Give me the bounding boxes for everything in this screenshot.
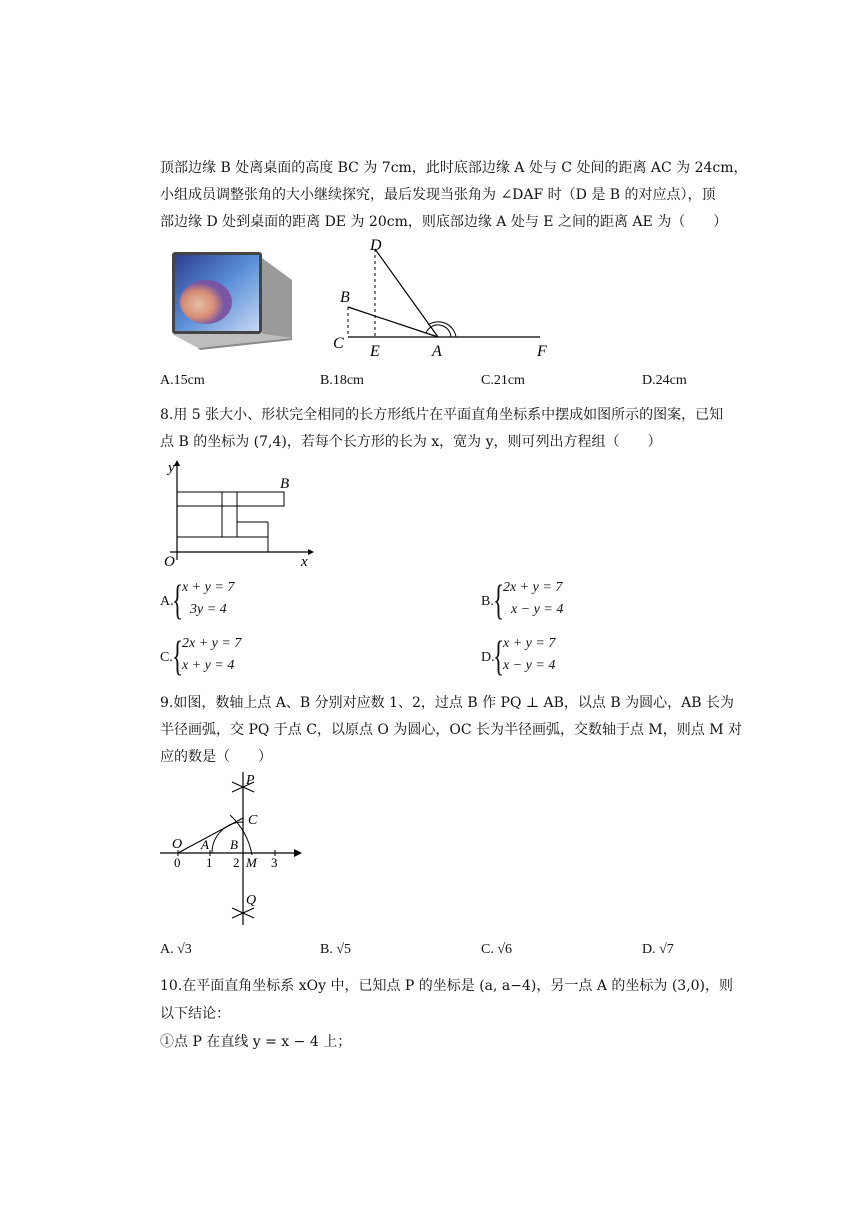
q9-option-d[interactable]: D. √7 [642, 942, 674, 957]
q9-figure [160, 770, 310, 930]
tick-3: 3 [271, 855, 278, 870]
rect-left-mid [177, 506, 222, 537]
tick-1: 1 [206, 855, 213, 870]
label-x: x [301, 554, 308, 570]
label-c: C [333, 335, 344, 352]
label-b: B [230, 837, 238, 852]
q9-option-a[interactable]: A. √3 [160, 942, 192, 957]
label-b: B [340, 289, 350, 306]
q7-line-3: 部边缘 D 处到桌面的距离 DE 为 20cm，则底部边缘 A 处与 E 之间的距离 AE 为（ ） [160, 214, 728, 230]
q7-option-b[interactable]: B.18cm [320, 373, 364, 388]
laptop-image [168, 250, 298, 350]
q9-line-1: 9.如图，数轴上点 A、B 分别对应数 1、2，过点 B 作 PQ ⊥ AB，以点 B 为圆心，AB 长为 [160, 695, 734, 711]
q7-line-2: 小组成员调整张角的大小继续探究，最后发现当张角为 ∠DAF 时（D 是 B 的对应点），顶 [160, 187, 716, 203]
segment-da [375, 249, 438, 337]
label-a: A [432, 343, 442, 360]
q7-option-c[interactable]: C.21cm [481, 373, 525, 388]
q9-line-2: 半径画弧，交 PQ 于点 C，以原点 O 为圆心，OC 长为半径画弧，交数轴于点 M，则点 M 对 [160, 722, 742, 738]
label-c: C [248, 813, 258, 828]
q8-line-1: 8.用 5 张大小、形状完全相同的长方形纸片在平面直角坐标系中摆成如图所示的图案，已知 [160, 407, 724, 423]
angle-arc-inner [426, 325, 451, 337]
rect-bottom [177, 537, 268, 552]
q8-option-a[interactable]: A. { x + y = 7 3y = 4 [160, 578, 235, 624]
q9-option-b[interactable]: B. √5 [320, 942, 352, 957]
rect-top [177, 492, 284, 506]
q8-option-d[interactable]: D. { x + y = 7 x − y = 4 [481, 634, 556, 680]
label-f: F [537, 343, 547, 360]
q10-line-2: 以下结论： [160, 1006, 230, 1022]
label-e: E [370, 343, 380, 360]
q10-line-1: 10.在平面直角坐标系 xOy 中，已知点 P 的坐标是 (a, a−4)，另一点 A 的坐标为 (3,0)，则 [160, 978, 734, 994]
label-y: y [168, 460, 175, 476]
q8-line-2: 点 B 的坐标为 (7,4)，若每个长方形的长为 x，宽为 y，则可列出方程组（ ） [160, 434, 662, 450]
label-q: Q [246, 893, 257, 908]
q7-figure [330, 234, 560, 364]
label-a: A [201, 837, 209, 852]
label-p: P [246, 773, 255, 788]
q8-figure [158, 460, 318, 570]
q9-option-c[interactable]: C. √6 [481, 942, 513, 957]
label-o: O [164, 554, 175, 570]
label-o: O [172, 837, 183, 852]
label-m: M [246, 855, 257, 870]
q7-line-1: 顶部边缘 B 处离桌面的高度 BC 为 7cm，此时底部边缘 A 处与 C 处间的距离 AC 为 24cm， [160, 160, 748, 176]
q9-line-3: 应的数是（ ） [160, 749, 272, 765]
label-b: B [280, 476, 290, 492]
q8-option-c[interactable]: C. { 2x + y = 7 x + y = 4 [160, 634, 242, 680]
rect-vertical [222, 492, 237, 537]
q10-line-3: ①点 P 在直线 y = x − 4 上； [160, 1034, 352, 1050]
tick-0: 0 [174, 855, 181, 870]
q7-option-d[interactable]: D.24cm [642, 373, 687, 388]
q8-option-b[interactable]: B. { 2x + y = 7 x − y = 4 [481, 578, 564, 624]
tick-2: 2 [233, 855, 240, 870]
q7-option-a[interactable]: A.15cm [160, 373, 205, 388]
segment-ba [348, 307, 438, 337]
label-d: D [370, 237, 382, 254]
